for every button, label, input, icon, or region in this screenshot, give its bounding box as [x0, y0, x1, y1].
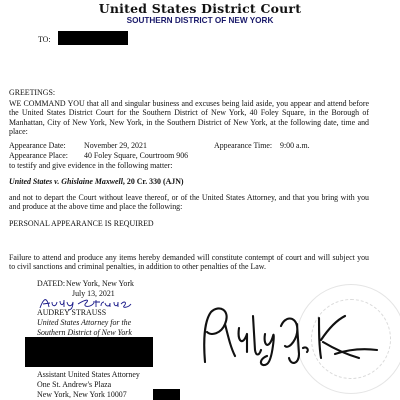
dated-label: DATED:: [37, 279, 66, 288]
appearance-time-label: Appearance Time:: [214, 141, 273, 150]
redacted-contact: [153, 389, 180, 400]
signatory-name: AUDREY STRAUSS: [37, 308, 107, 317]
office-address1: One St. Andrew's Plaza: [37, 380, 112, 389]
appearance-place-value: 40 Foley Square, Courtroom 906: [84, 151, 189, 160]
clerk-signature: [195, 298, 385, 370]
dated-date: July 13, 2021: [72, 289, 115, 298]
command-paragraph: WE COMMAND YOU that all and singular business and excuses being laid aside, you appear and attend before the United States District Court for the Southern District of New York, 40 Foley Square, in the Borough of Manhattan, City of New York, New York, in the Southern District of New York, at the following date, time and place:: [9, 99, 369, 137]
signatory-title: United States Attorney for the: [37, 318, 132, 327]
failure-paragraph: Failure to attend and produce any items hereby demanded will constitute contempt of court and will subject you to civil sanctions and criminal penalties, in addition to other penalties of the Law.: [9, 253, 369, 272]
appearance-date-label: Appearance Date:: [9, 141, 66, 150]
testify-text: to testify and give evidence in the following matter:: [9, 161, 173, 170]
signatory-title-line2: Southern District of New York: [37, 328, 132, 337]
case-caption: [9, 177, 184, 186]
case-number: , 20 Cr. 330 (AJN): [122, 177, 184, 186]
redacted-block: [25, 337, 153, 367]
redacted-recipient: [58, 31, 128, 45]
appearance-date-value: November 29, 2021: [84, 141, 147, 150]
appearance-place-label: Appearance Place:: [9, 151, 68, 160]
appearance-time-value: 9:00 a.m.: [280, 141, 310, 150]
personal-appearance-notice: PERSONAL APPEARANCE IS REQUIRED: [9, 219, 154, 228]
office-address2: New York, New York 10007: [37, 390, 127, 399]
district-name: SOUTHERN DISTRICT OF NEW YORK: [126, 16, 274, 25]
court-name: United States District Court: [98, 1, 302, 16]
depart-paragraph: and not to depart the Court without leave thereof, or of the United States Attorney, and that you bring with you and produce at the above time and place the following:: [9, 193, 369, 212]
to-label: TO:: [38, 35, 51, 44]
case-name: United States v. Ghislaine Maxwell: [9, 177, 123, 186]
greetings: GREETINGS:: [9, 88, 56, 97]
dated-place: New York, New York: [66, 279, 134, 288]
office-role: Assistant United States Attorney: [37, 370, 140, 379]
